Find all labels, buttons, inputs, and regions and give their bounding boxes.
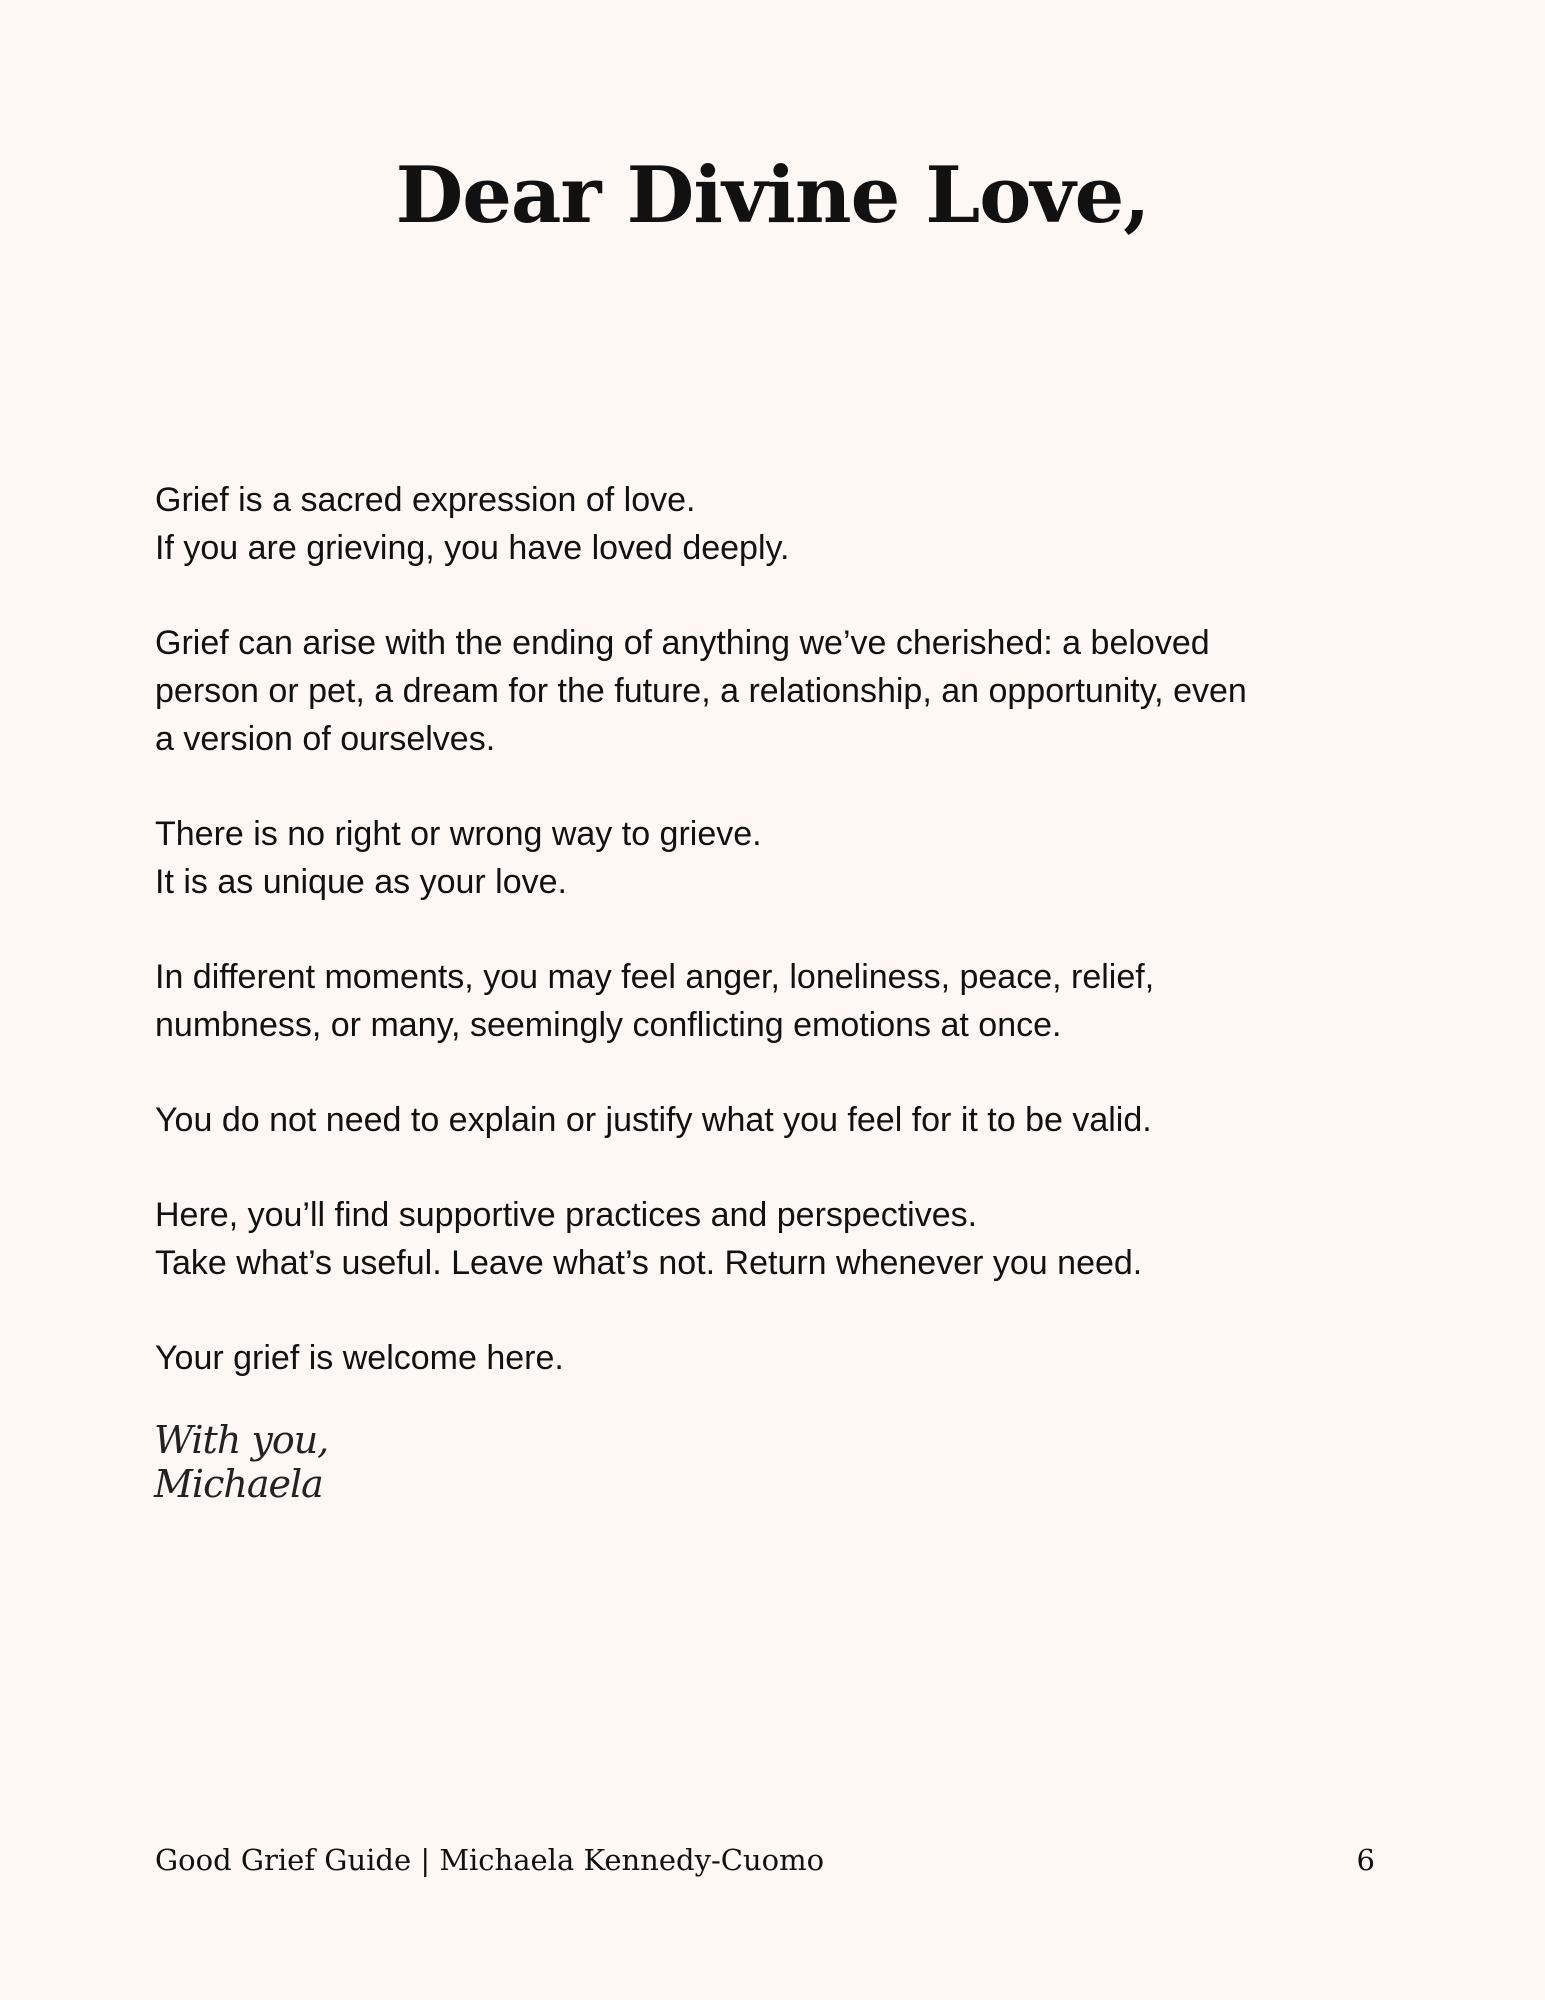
text-line: numbness, or many, seemingly conflicting emotions at once. (155, 1006, 1062, 1044)
paragraph (155, 810, 1415, 906)
text-line: It is as unique as your love. (155, 863, 568, 901)
signature-closing: With you, (154, 1418, 329, 1462)
text-line: There is no right or wrong way to grieve. (155, 815, 762, 853)
signature-name: Michaela (154, 1462, 323, 1506)
paragraph (155, 953, 1415, 1049)
paragraph (155, 1096, 1415, 1144)
footer-title: Good Grief Guide | Michaela Kennedy-Cuomo (155, 1843, 825, 1877)
text-line: Here, you’ll find supportive practices and perspectives. (155, 1196, 978, 1234)
text-line: person or pet, a dream for the future, a relationship, an opportunity, even (155, 672, 1247, 710)
letter-body (155, 476, 1415, 1429)
page-footer (155, 1843, 1375, 1877)
paragraph (155, 1334, 1415, 1382)
page-title: Dear Divine Love, (395, 150, 1150, 241)
text-line: Grief can arise with the ending of anything we’ve cherished: a beloved (155, 624, 1210, 662)
text-line: Your grief is welcome here. (155, 1339, 564, 1377)
text-line: Take what’s useful. Leave what’s not. Return whenever you need. (155, 1244, 1143, 1282)
page-number: 6 (1356, 1843, 1375, 1877)
paragraph (155, 619, 1415, 763)
signature (154, 1418, 328, 1506)
text-line: You do not need to explain or justify what you feel for it to be valid. (155, 1101, 1152, 1139)
text-line: In different moments, you may feel anger, loneliness, peace, relief, (155, 958, 1155, 996)
paragraph (155, 476, 1415, 572)
text-line: a version of ourselves. (155, 720, 496, 758)
text-line: Grief is a sacred expression of love. (155, 481, 696, 519)
text-line: If you are grieving, you have loved deeply. (155, 529, 790, 567)
paragraph (155, 1191, 1415, 1287)
